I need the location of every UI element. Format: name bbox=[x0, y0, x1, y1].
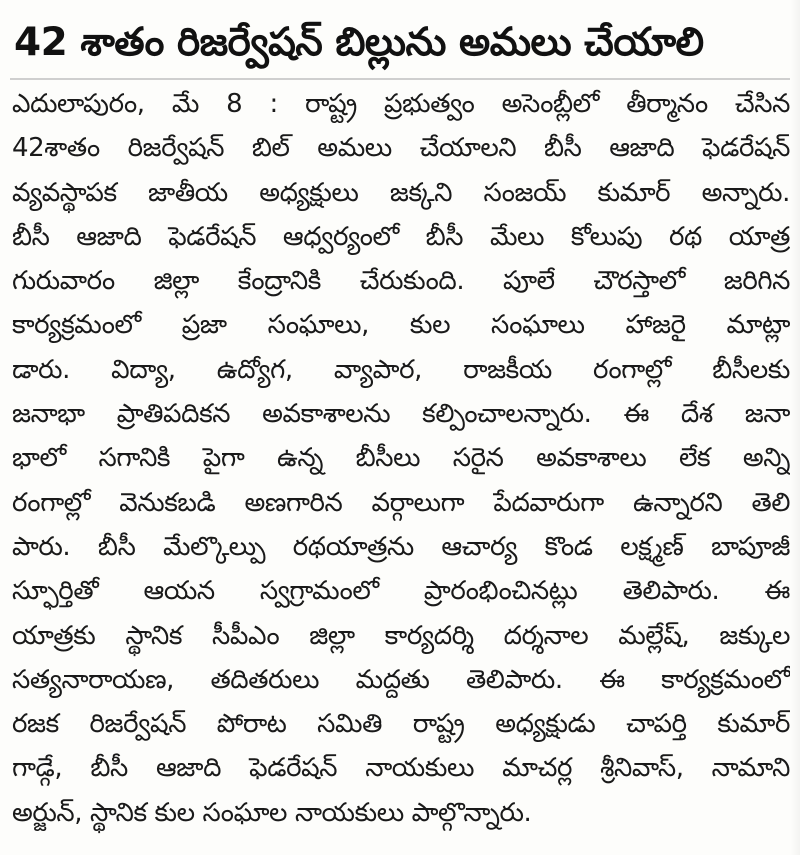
article-body-line: బీసీ ఆజాది ఫెడరేషన్ ఆధ్వర్యంలో బీసీ మేలు కోలుపు రథ యాత్ర bbox=[12, 221, 790, 252]
article-headline: 42 శాతం రిజర్వేషన్ బిల్లును అమలు చేయాలి bbox=[14, 20, 704, 65]
headline-divider bbox=[10, 78, 790, 80]
article-body-line: సత్యనారాయణ, తదితరులు మద్దతు తెలిపారు. ఈ కార్యక్రమంలో bbox=[12, 664, 790, 695]
article-body-line: గాడ్గే, బీసీ ఆజాది ఫెడరేషన్ నాయకులు మాచర్ల శ్రీనివాస్, నామాని bbox=[12, 753, 790, 784]
article-body-line: డారు. విద్యా, ఉద్యోగ, వ్యాపార, రాజకీయ రంగాల్లో బీసీలకు bbox=[12, 354, 790, 385]
article-body-line: రంగాల్లో వెనుకబడి అణగారిన వర్గాలుగా పేదవారుగా ఉన్నారని తెలి bbox=[12, 487, 790, 518]
page-edge-shadow bbox=[790, 0, 800, 855]
article-body bbox=[12, 82, 790, 835]
article-body-line: జనాభా ప్రాతిపదికన అవకాశాలను కల్పించాలన్నారు. ఈ దేశ జనా bbox=[12, 399, 790, 430]
article-body-line: గురువారం జిల్లా కేంద్రానికి చేరుకుంది. పూలే చౌరస్తాలో జరిగిన bbox=[12, 266, 790, 297]
article-body-line: కార్యక్రమంలో ప్రజా సంఘాలు, కుల సంఘాలు హాజరై మాట్లా bbox=[12, 310, 790, 341]
article-body-line: 42శాతం రిజర్వేషన్ బిల్ అమలు చేయాలని బీసీ ఆజాది ఫెడరేషన్ bbox=[12, 133, 790, 164]
article-body-line: యాత్రకు స్థానిక సీపీఎం జిల్లా కార్యదర్శి దర్శనాల మల్లేష్, జక్కుల bbox=[12, 620, 790, 651]
article-body-line: ఎదులాపురం, మే 8 : రాష్ట్ర ప్రభుత్వం అసెంబ్లీలో తీర్మానం చేసిన bbox=[12, 89, 790, 119]
article-body-line: భాలో సగానికి పైగా ఉన్న బీసీలు సరైన అవకాశాలు లేక అన్ని bbox=[12, 443, 790, 474]
article-body-line: రజక రిజర్వేషన్ పోరాట సమితి రాష్ట్ర అధ్యక్షుడు చాపర్తి కుమార్ bbox=[12, 709, 790, 740]
article-body-line: స్ఫూర్తితో ఆయన స్వగ్రామంలో ప్రారంభించినట్లు తెలిపారు. ఈ bbox=[12, 576, 790, 607]
article-body-line: అర్జున్, స్థానిక కుల సంఘాల నాయకులు పాల్గొన్నారు. bbox=[12, 797, 532, 828]
article-body-line: పారు. బీసీ మేల్కొల్పు రథయాత్రను ఆచార్య కొండ లక్ష్మణ్ బాపూజీ bbox=[12, 531, 790, 562]
article-body-line: వ్యవస్థాపక జాతీయ అధ్యక్షులు జక్కని సంజయ్ కుమార్ అన్నారు. bbox=[12, 177, 790, 208]
